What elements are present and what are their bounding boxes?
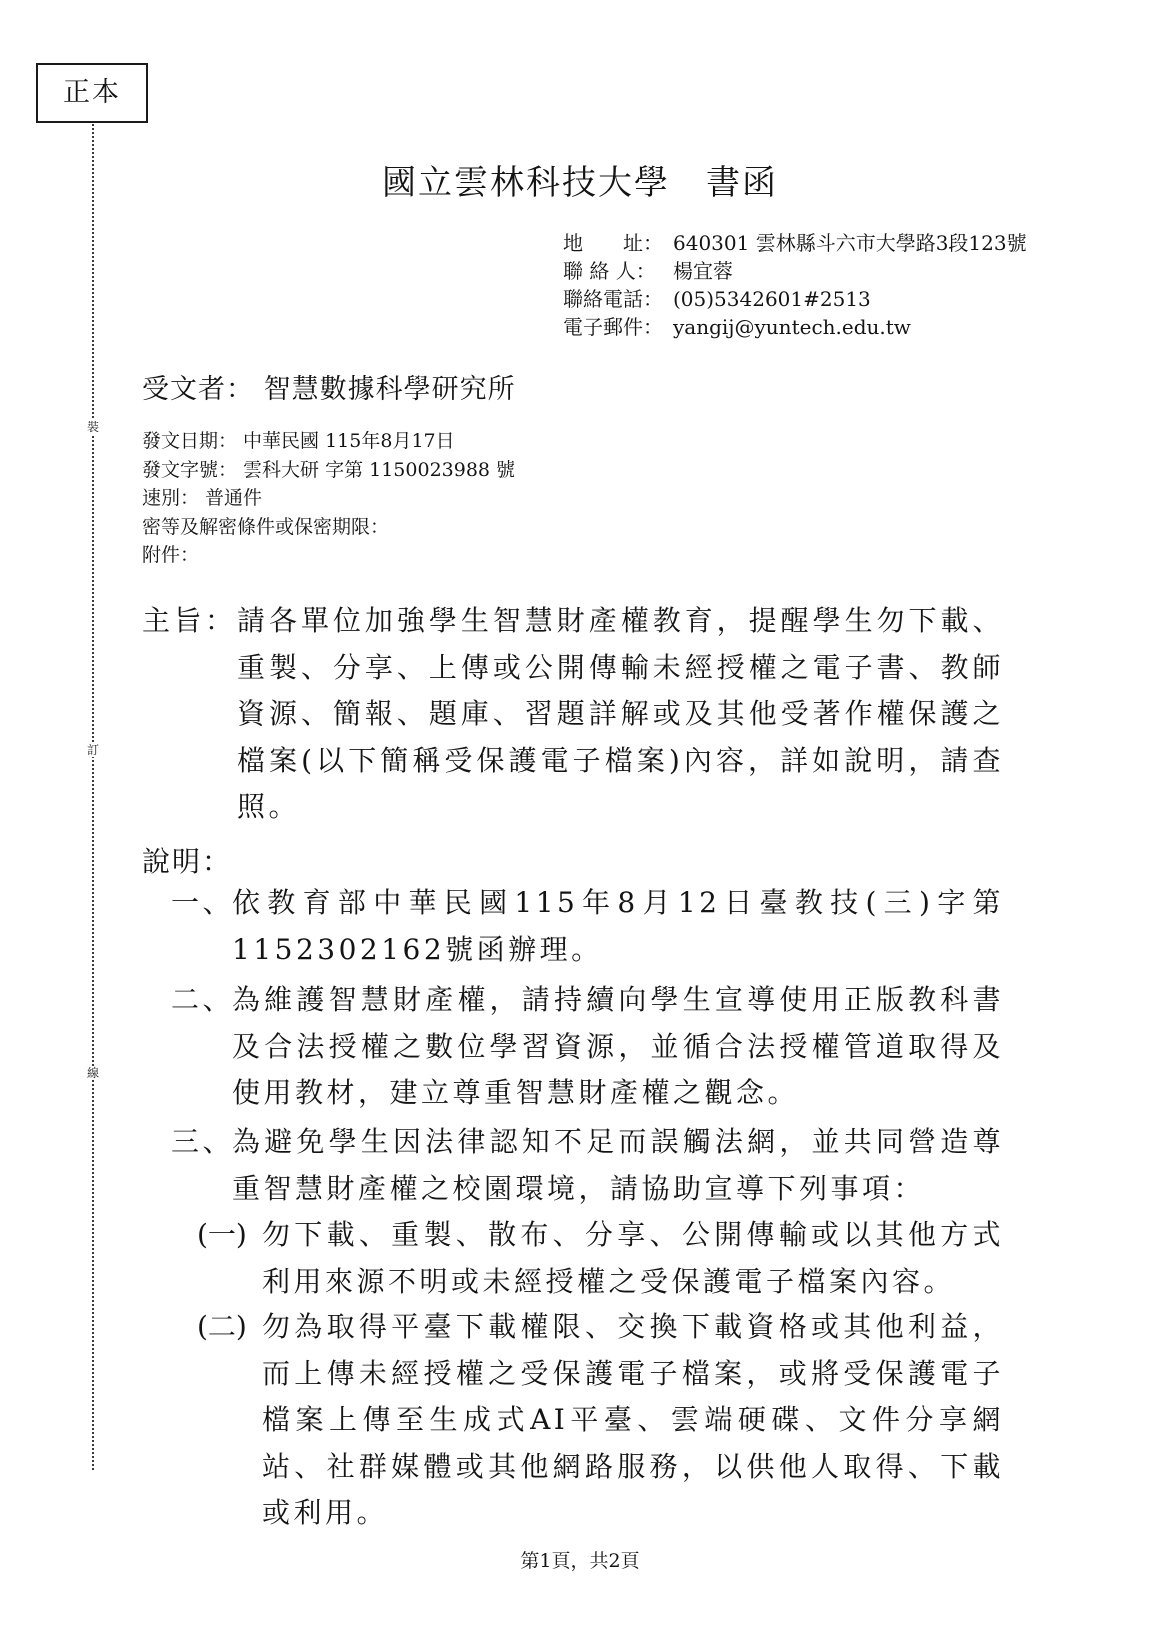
binding-mark-zhuang: 裝 <box>83 420 103 434</box>
meta-label: 附件： <box>142 544 200 566</box>
meta-label: 發文日期： <box>142 430 238 452</box>
item-marker: 三、 <box>171 1125 235 1158</box>
item-text: 為避免學生因法律認知不足而誤觸法網，並共同營造尊重智慧財產權之校園環境，請協助宣導下列事項： <box>232 1125 1004 1205</box>
subitem-text: 勿為取得平臺下載權限、交換下載資格或其他利益，而上傳未經授權之受保護電子檔案，或將受保護電子檔案上傳至生成式AI平臺、雲端硬碟、文件分享網站、社群媒體或其他網路服務，以供他人取得、下載或利用。 <box>262 1310 1004 1529</box>
explanation-subitem-1 <box>197 1212 1004 1305</box>
contact-value: (05)5342601#2513 <box>673 287 871 311</box>
contact-person <box>563 257 1123 285</box>
document-title <box>0 158 1160 208</box>
binding-line <box>92 124 94 1470</box>
meta-value: 普通件 <box>199 487 263 509</box>
meta-issue-date <box>142 427 942 456</box>
item-text: 為維護智慧財產權，請持續向學生宣導使用正版教科書及合法授權之數位學習資源，並循合法授權管道取得及使用教材，建立尊重智慧財產權之觀念。 <box>232 983 1004 1109</box>
meta-label: 速別： <box>142 487 200 509</box>
meta-label: 密等及解密條件或保密期限： <box>142 515 390 538</box>
meta-attachments <box>142 541 942 570</box>
binding-mark-xian: 線 <box>83 1066 103 1080</box>
document-type: 書函 <box>706 163 778 203</box>
contact-phone <box>563 285 1123 313</box>
page-number: 第1頁，共2頁 <box>520 1550 640 1572</box>
meta-value: 雲科大研 字第 1150023988 號 <box>237 458 516 481</box>
meta-speed <box>142 484 942 513</box>
recipient <box>142 370 516 410</box>
explanation-item-2 <box>171 977 1004 1117</box>
binding-mark-ding: 訂 <box>83 743 103 757</box>
contact-address <box>563 229 1123 257</box>
meta-confidentiality <box>142 513 942 542</box>
item-text: 依教育部中華民國115年8月12日臺教技(三)字第1152302162號函辦理。 <box>232 886 1004 966</box>
document-meta <box>142 427 942 570</box>
subject-section <box>142 598 1004 831</box>
explanation-item-1 <box>171 880 1004 973</box>
subitem-text: 勿下載、重製、散布、分享、公開傳輸或以其他方式利用來源不明或未經授權之受保護電子檔案內容。 <box>262 1218 1004 1298</box>
meta-issue-number <box>142 456 942 485</box>
subject-text: 請各單位加強學生智慧財產權教育，提醒學生勿下載、重製、分享、上傳或公開傳輸未經授權之電子書、教師資源、簡報、題庫、習題詳解或及其他受著作權保護之檔案(以下簡稱受保護電子檔案)內容，詳如說明，請查照。 <box>237 604 1004 823</box>
meta-value: 中華民國 115年8月17日 <box>237 430 455 452</box>
contact-label: 聯 絡 人： <box>563 259 656 283</box>
contact-value: 640301 雲林縣斗六市大學路3段123號 <box>673 231 1027 255</box>
explanation-subitem-2 <box>197 1304 1004 1537</box>
meta-label: 發文字號： <box>142 458 238 481</box>
contact-label: 聯絡電話： <box>563 287 663 311</box>
copy-type-stamp: 正本 <box>36 63 148 123</box>
contact-value: 楊宜蓉 <box>673 259 733 283</box>
subject-label: 主旨： <box>142 604 237 637</box>
subitem-marker: (二) <box>197 1310 247 1343</box>
item-marker: 一、 <box>171 886 235 919</box>
organization-name: 國立雲林科技大學 <box>382 163 670 203</box>
contact-email <box>563 313 1123 341</box>
subitem-marker: (一) <box>197 1218 247 1251</box>
explanation-label: 說明： <box>142 845 233 878</box>
contact-label: 地 址： <box>563 231 663 255</box>
contact-value: yangij@yuntech.edu.tw <box>673 315 911 339</box>
contact-block <box>563 229 1123 341</box>
recipient-value: 智慧數據科學研究所 <box>254 374 516 405</box>
explanation-item-3 <box>171 1119 1004 1212</box>
item-marker: 二、 <box>171 983 235 1016</box>
contact-label: 電子郵件： <box>563 315 663 339</box>
recipient-label: 受文者： <box>142 374 254 405</box>
